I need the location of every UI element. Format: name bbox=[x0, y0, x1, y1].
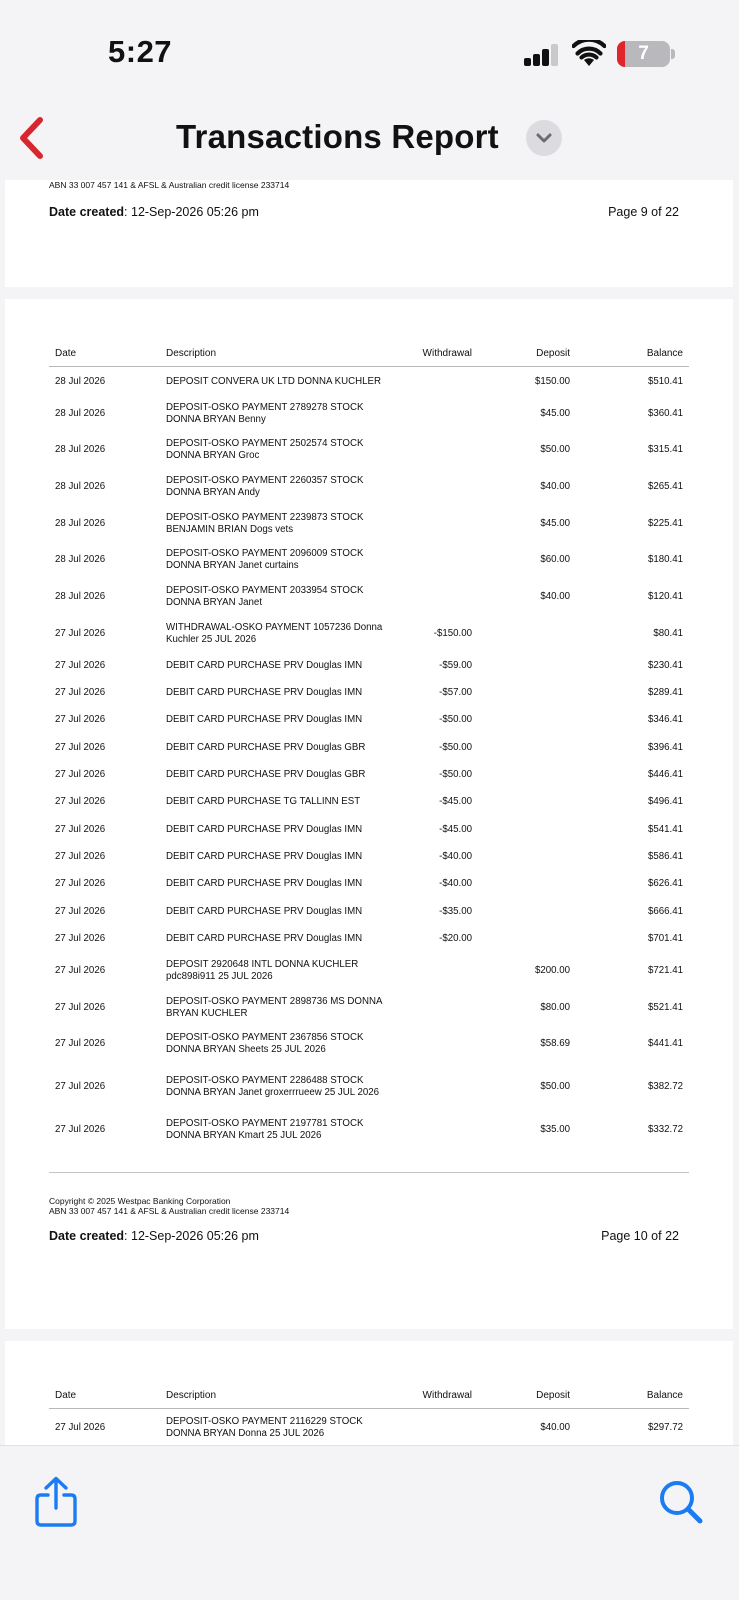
row-date: 28 Jul 2026 bbox=[55, 517, 106, 529]
row-balance: $332.72 bbox=[647, 1123, 683, 1135]
col-withdrawal: Withdrawal bbox=[422, 348, 472, 359]
row-description: DEBIT CARD PURCHASE PRV Douglas IMN bbox=[166, 714, 363, 726]
table-row bbox=[49, 953, 689, 990]
row-description: DEPOSIT CONVERA UK LTD DONNA KUCHLER bbox=[166, 375, 381, 387]
table-row bbox=[49, 680, 689, 707]
col-deposit: Deposit bbox=[536, 348, 570, 359]
row-deposit: $200.00 bbox=[534, 964, 570, 976]
row-withdrawal: -$40.00 bbox=[439, 878, 472, 890]
row-balance: $297.72 bbox=[647, 1422, 683, 1434]
row-description: DEPOSIT-OSKO PAYMENT 2898736 MS DONNA BRYAN KUCHLER bbox=[166, 995, 382, 1019]
row-withdrawal: -$50.00 bbox=[439, 769, 472, 781]
status-bar bbox=[0, 0, 739, 100]
row-withdrawal: -$50.00 bbox=[439, 741, 472, 753]
table-row bbox=[49, 925, 689, 952]
row-description: DEPOSIT-OSKO PAYMENT 2367856 STOCK DONNA BRYAN Sheets 25 JUL 2026 bbox=[166, 1032, 364, 1056]
table-row bbox=[49, 542, 689, 579]
table-row bbox=[49, 1063, 689, 1112]
row-description: DEBIT CARD PURCHASE PRV Douglas IMN bbox=[166, 823, 363, 835]
battery-tip bbox=[671, 49, 675, 59]
date-created bbox=[49, 1229, 259, 1243]
row-description: DEPOSIT-OSKO PAYMENT 2260357 STOCK DONNA BRYAN Andy bbox=[166, 475, 364, 499]
row-description: DEBIT CARD PURCHASE PRV Douglas IMN bbox=[166, 932, 363, 944]
abn-line: ABN 33 007 457 141 & AFSL & Australian credit license 233714 bbox=[49, 180, 290, 190]
row-withdrawal: -$35.00 bbox=[439, 905, 472, 917]
row-description: DEPOSIT-OSKO PAYMENT 2197781 STOCK DONNA BRYAN Kmart 25 JUL 2026 bbox=[166, 1117, 364, 1141]
row-date: 27 Jul 2026 bbox=[55, 878, 106, 890]
col-balance: Balance bbox=[646, 1390, 683, 1401]
table-row bbox=[49, 1026, 689, 1063]
row-date: 27 Jul 2026 bbox=[55, 1123, 106, 1135]
row-withdrawal: -$50.00 bbox=[439, 714, 472, 726]
table-row bbox=[49, 1112, 689, 1149]
col-deposit: Deposit bbox=[536, 1390, 570, 1401]
row-description: DEPOSIT-OSKO PAYMENT 2033954 STOCK DONNA BRYAN Janet bbox=[166, 585, 364, 609]
row-deposit: $50.00 bbox=[540, 444, 570, 456]
row-date: 27 Jul 2026 bbox=[55, 714, 106, 726]
table-row bbox=[49, 1410, 689, 1445]
row-deposit: $150.00 bbox=[534, 375, 570, 387]
row-date: 28 Jul 2026 bbox=[55, 407, 106, 419]
row-deposit: $40.00 bbox=[540, 591, 570, 603]
row-withdrawal: -$40.00 bbox=[439, 850, 472, 862]
col-balance: Balance bbox=[646, 348, 683, 359]
row-date: 27 Jul 2026 bbox=[55, 1081, 106, 1093]
row-date: 27 Jul 2026 bbox=[55, 905, 106, 917]
copyright: Copyright © 2025 Westpac Banking Corporation bbox=[49, 1196, 231, 1206]
search-icon bbox=[657, 1478, 705, 1526]
row-deposit: $60.00 bbox=[540, 554, 570, 566]
date-created bbox=[49, 205, 259, 219]
row-description: DEBIT CARD PURCHASE PRV Douglas GBR bbox=[166, 769, 366, 781]
table-row bbox=[49, 368, 689, 395]
footer-divider bbox=[49, 1172, 689, 1173]
row-balance: $346.41 bbox=[647, 714, 683, 726]
col-description: Description bbox=[166, 348, 217, 359]
row-balance: $360.41 bbox=[647, 407, 683, 419]
row-date: 27 Jul 2026 bbox=[55, 627, 106, 639]
table-row bbox=[49, 579, 689, 616]
row-date: 27 Jul 2026 bbox=[55, 1038, 106, 1050]
page-title: Transactions Report bbox=[176, 118, 499, 155]
row-description: DEBIT CARD PURCHASE PRV Douglas IMN bbox=[166, 687, 363, 699]
row-withdrawal: -$150.00 bbox=[433, 627, 472, 639]
report-page-10 bbox=[5, 299, 733, 1329]
table-row bbox=[49, 843, 689, 870]
row-date: 27 Jul 2026 bbox=[55, 850, 106, 862]
row-description: DEBIT CARD PURCHASE PRV Douglas IMN bbox=[166, 905, 363, 917]
row-withdrawal: -$20.00 bbox=[439, 932, 472, 944]
wifi-icon bbox=[572, 40, 606, 68]
row-balance: $80.41 bbox=[653, 627, 683, 639]
date-created-label: Date created bbox=[49, 205, 125, 219]
chevron-left-icon bbox=[12, 114, 52, 162]
table-row bbox=[49, 652, 689, 679]
row-balance: $396.41 bbox=[647, 741, 683, 753]
document-viewer[interactable] bbox=[0, 180, 739, 1445]
row-withdrawal: -$45.00 bbox=[439, 796, 472, 808]
row-date: 28 Jul 2026 bbox=[55, 481, 106, 493]
table-row bbox=[49, 432, 689, 469]
page-number: Page 9 of 22 bbox=[608, 205, 679, 219]
bottom-toolbar bbox=[0, 1445, 739, 1600]
date-created-label: Date created bbox=[49, 1229, 125, 1243]
row-withdrawal: -$57.00 bbox=[439, 687, 472, 699]
share-button[interactable] bbox=[33, 1476, 79, 1528]
row-date: 27 Jul 2026 bbox=[55, 964, 106, 976]
col-withdrawal: Withdrawal bbox=[422, 1390, 472, 1401]
row-balance: $496.41 bbox=[647, 796, 683, 808]
row-deposit: $80.00 bbox=[540, 1001, 570, 1013]
row-date: 27 Jul 2026 bbox=[55, 741, 106, 753]
status-time: 5:27 bbox=[108, 34, 173, 69]
row-description: DEPOSIT-OSKO PAYMENT 2286488 STOCK DONNA BRYAN Janet groxerrrueew 25 JUL 2026 bbox=[166, 1075, 380, 1099]
battery-icon bbox=[617, 41, 670, 67]
report-page-9 bbox=[5, 180, 733, 287]
row-balance: $265.41 bbox=[647, 481, 683, 493]
row-balance: $289.41 bbox=[647, 687, 683, 699]
back-button[interactable] bbox=[12, 114, 52, 162]
row-balance: $521.41 bbox=[647, 1001, 683, 1013]
row-balance: $441.41 bbox=[647, 1038, 683, 1050]
row-balance: $382.72 bbox=[647, 1081, 683, 1093]
date-created-value: : 12-Sep-2026 05:26 pm bbox=[124, 205, 259, 219]
table-row bbox=[49, 898, 689, 925]
row-balance: $120.41 bbox=[647, 591, 683, 603]
row-deposit: $45.00 bbox=[540, 407, 570, 419]
row-date: 27 Jul 2026 bbox=[55, 1001, 106, 1013]
battery-percent: 7 bbox=[638, 43, 649, 64]
row-description: DEPOSIT-OSKO PAYMENT 2116229 STOCK DONNA BRYAN Donna 25 JUL 2026 bbox=[166, 1416, 363, 1440]
row-balance: $626.41 bbox=[647, 878, 683, 890]
table-row bbox=[49, 871, 689, 898]
col-description: Description bbox=[166, 1390, 217, 1401]
date-created-value: : 12-Sep-2026 05:26 pm bbox=[124, 1229, 259, 1243]
row-description: DEPOSIT-OSKO PAYMENT 2789278 STOCK DONNA BRYAN Benny bbox=[166, 401, 364, 425]
page-number: Page 10 of 22 bbox=[601, 1229, 679, 1243]
table-row bbox=[49, 707, 689, 734]
row-description: DEBIT CARD PURCHASE PRV Douglas IMN bbox=[166, 850, 363, 862]
table-row bbox=[49, 734, 689, 761]
table-header bbox=[49, 1385, 689, 1409]
row-date: 27 Jul 2026 bbox=[55, 659, 106, 671]
table-row bbox=[49, 989, 689, 1026]
row-deposit: $58.69 bbox=[540, 1038, 570, 1050]
row-description: DEPOSIT 2920648 INTL DONNA KUCHLER pdc898i911 25 JUL 2026 bbox=[166, 958, 359, 982]
row-description: DEPOSIT-OSKO PAYMENT 2502574 STOCK DONNA BRYAN Groc bbox=[166, 438, 364, 462]
row-deposit: $40.00 bbox=[540, 481, 570, 493]
table-row bbox=[49, 616, 689, 653]
row-balance: $586.41 bbox=[647, 850, 683, 862]
table-row bbox=[49, 395, 689, 432]
table-row bbox=[49, 816, 689, 843]
row-description: DEBIT CARD PURCHASE PRV Douglas IMN bbox=[166, 878, 363, 890]
nav-bar bbox=[0, 100, 739, 180]
row-balance: $446.41 bbox=[647, 769, 683, 781]
title-dropdown-button[interactable] bbox=[526, 120, 562, 156]
share-icon bbox=[33, 1476, 79, 1528]
signal-icon bbox=[524, 44, 560, 66]
row-date: 27 Jul 2026 bbox=[55, 823, 106, 835]
row-date: 27 Jul 2026 bbox=[55, 687, 106, 699]
table-row bbox=[49, 761, 689, 788]
chevron-down-icon bbox=[526, 120, 562, 156]
row-date: 28 Jul 2026 bbox=[55, 591, 106, 603]
row-balance: $230.41 bbox=[647, 659, 683, 671]
row-balance: $666.41 bbox=[647, 905, 683, 917]
row-deposit: $50.00 bbox=[540, 1081, 570, 1093]
row-description: DEBIT CARD PURCHASE TG TALLINN EST bbox=[166, 796, 361, 808]
row-date: 28 Jul 2026 bbox=[55, 554, 106, 566]
row-deposit: $35.00 bbox=[540, 1123, 570, 1135]
table-row bbox=[49, 789, 689, 816]
row-balance: $225.41 bbox=[647, 517, 683, 529]
col-date: Date bbox=[55, 348, 77, 359]
row-balance: $180.41 bbox=[647, 554, 683, 566]
table-header bbox=[49, 343, 689, 367]
row-date: 27 Jul 2026 bbox=[55, 1422, 106, 1434]
abn-line: ABN 33 007 457 141 & AFSL & Australian credit license 233714 bbox=[49, 1206, 290, 1216]
row-balance: $315.41 bbox=[647, 444, 683, 456]
row-deposit: $40.00 bbox=[540, 1422, 570, 1434]
row-balance: $541.41 bbox=[647, 823, 683, 835]
report-page-11 bbox=[5, 1341, 733, 1445]
row-date: 28 Jul 2026 bbox=[55, 444, 106, 456]
row-withdrawal: -$59.00 bbox=[439, 659, 472, 671]
row-date: 27 Jul 2026 bbox=[55, 932, 106, 944]
col-date: Date bbox=[55, 1390, 77, 1401]
row-deposit: $45.00 bbox=[540, 517, 570, 529]
row-description: DEBIT CARD PURCHASE PRV Douglas IMN bbox=[166, 659, 363, 671]
row-date: 28 Jul 2026 bbox=[55, 375, 106, 387]
row-description: WITHDRAWAL-OSKO PAYMENT 1057236 Donna Kuchler 25 JUL 2026 bbox=[166, 621, 383, 645]
row-description: DEBIT CARD PURCHASE PRV Douglas GBR bbox=[166, 741, 366, 753]
table-row bbox=[49, 505, 689, 542]
search-button[interactable] bbox=[657, 1478, 705, 1526]
table-row bbox=[49, 469, 689, 506]
row-balance: $510.41 bbox=[647, 375, 683, 387]
row-description: DEPOSIT-OSKO PAYMENT 2096009 STOCK DONNA BRYAN Janet curtains bbox=[166, 548, 364, 572]
row-balance: $721.41 bbox=[647, 964, 683, 976]
row-date: 27 Jul 2026 bbox=[55, 796, 106, 808]
row-description: DEPOSIT-OSKO PAYMENT 2239873 STOCK BENJAMIN BRIAN Dogs vets bbox=[166, 511, 364, 535]
row-date: 27 Jul 2026 bbox=[55, 769, 106, 781]
row-withdrawal: -$45.00 bbox=[439, 823, 472, 835]
row-balance: $701.41 bbox=[647, 932, 683, 944]
